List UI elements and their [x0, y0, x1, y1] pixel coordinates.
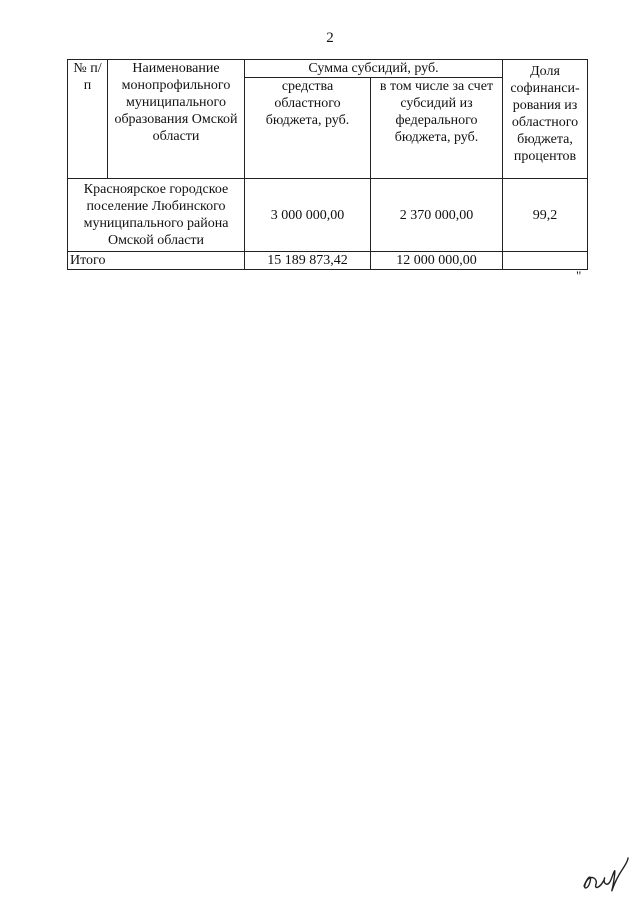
table-row — [68, 179, 588, 252]
row-regional-amount: 3 000 000,00 — [245, 179, 371, 252]
header-row-1 — [68, 60, 588, 78]
row-share: 99,2 — [503, 179, 588, 252]
row-federal-amount: 2 370 000,00 — [371, 179, 503, 252]
header-regional: средства областного бюджета, руб. — [245, 78, 371, 179]
header-num: № п/п — [68, 60, 108, 179]
subsidy-table — [67, 59, 588, 270]
total-share-empty — [503, 252, 588, 270]
row-municipality-name: Красноярское городское поселение Любинского муниципального района Омской области — [68, 179, 245, 252]
header-subsidy-group: Сумма субсидий, руб. — [245, 60, 503, 78]
header-federal: в том числе за счет субсидий из федерального бюджета, руб. — [371, 78, 503, 179]
header-share: Доля софинанси-рования из областного бюджета, процентов — [503, 60, 588, 179]
page-number: 2 — [326, 30, 334, 46]
signature-mark — [578, 852, 630, 894]
closing-quote: " — [576, 268, 582, 283]
total-row — [68, 252, 588, 270]
total-label: Итого — [68, 252, 245, 270]
total-federal-amount: 12 000 000,00 — [371, 252, 503, 270]
total-regional-amount: 15 189 873,42 — [245, 252, 371, 270]
header-name: Наименование монопрофильного муниципального образования Омской области — [108, 60, 245, 179]
